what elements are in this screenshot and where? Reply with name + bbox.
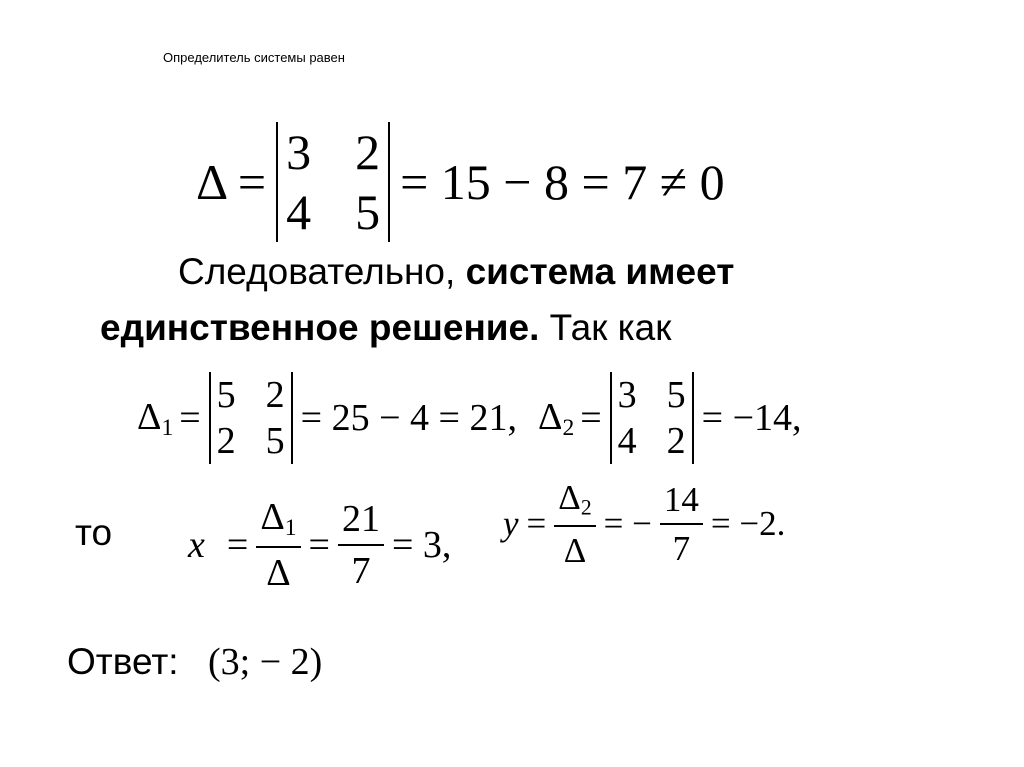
fraction-bar bbox=[338, 544, 384, 546]
equals-sign: = bbox=[179, 397, 201, 439]
fraction-numerator: $\Delta_1$ bbox=[260, 496, 297, 541]
equals-sign: = bbox=[526, 504, 547, 544]
y-result: = −2. bbox=[710, 504, 786, 544]
fraction-numerator: $\Delta_2$ bbox=[558, 478, 592, 520]
matrix-cell: 4 bbox=[617, 420, 637, 462]
matrix-cell: 2 bbox=[265, 374, 285, 416]
x-result: = 3, bbox=[391, 524, 452, 567]
fraction-bar bbox=[660, 523, 703, 525]
slide-heading: Определитель системы равен bbox=[163, 50, 345, 65]
delta2-equation bbox=[538, 366, 802, 470]
equals-minus-sign: = − bbox=[603, 504, 652, 544]
x-equation bbox=[188, 496, 452, 595]
delta1-result: = 25 − 4 = 21, bbox=[300, 397, 517, 439]
y-equation bbox=[503, 478, 786, 571]
equals-sign: = bbox=[580, 397, 602, 439]
x-fraction-delta bbox=[256, 496, 300, 595]
delta1-matrix bbox=[209, 372, 293, 464]
word-then: то bbox=[75, 512, 113, 553]
delta1-equation bbox=[137, 366, 517, 470]
fraction-denominator: 7 bbox=[351, 550, 371, 593]
conclusion-bold-text: система имеет bbox=[465, 251, 735, 292]
fraction-numerator: 21 bbox=[341, 498, 380, 541]
conclusion-text: Следовательно, bbox=[178, 251, 466, 292]
delta2-result: = −14, bbox=[701, 397, 802, 439]
y-fraction-delta bbox=[554, 478, 595, 571]
delta1-symbol: $\Delta_1$ bbox=[137, 395, 174, 441]
x-variable: x bbox=[188, 524, 205, 567]
determinant-result: = 15 − 8 = 7 ≠ 0 bbox=[400, 154, 725, 210]
conclusion-line-1 bbox=[178, 251, 734, 293]
matrix-cell: 5 bbox=[216, 374, 236, 416]
conclusion-line-2 bbox=[100, 307, 671, 349]
delta2-symbol: $\Delta_2$ bbox=[538, 395, 575, 441]
matrix-cell: 2 bbox=[666, 420, 686, 462]
conclusion-text: Так как bbox=[539, 307, 672, 348]
delta-lhs: Δ = bbox=[196, 154, 267, 210]
determinant-matrix bbox=[276, 122, 390, 242]
fraction-bar bbox=[256, 546, 300, 548]
x-fraction-numeric bbox=[338, 498, 384, 593]
y-variable: y bbox=[503, 504, 519, 544]
matrix-cell: 5 bbox=[355, 184, 381, 240]
matrix-cell: 4 bbox=[286, 184, 312, 240]
equals-sign: = bbox=[226, 524, 249, 567]
conclusion-bold-text: единственное решение. bbox=[100, 307, 540, 348]
fraction-bar bbox=[554, 525, 595, 527]
equals-sign: = bbox=[308, 524, 330, 567]
delta2-matrix bbox=[610, 372, 694, 464]
main-determinant-equation bbox=[196, 114, 725, 250]
matrix-cell: 3 bbox=[617, 374, 637, 416]
matrix-cell: 2 bbox=[355, 124, 381, 180]
fraction-numerator: 14 bbox=[663, 480, 699, 520]
fraction-denominator: Δ bbox=[563, 531, 587, 571]
matrix-cell: 2 bbox=[216, 420, 236, 462]
answer-label: Ответ: bbox=[67, 641, 179, 682]
fraction-denominator: 7 bbox=[672, 529, 691, 569]
matrix-cell: 3 bbox=[286, 124, 312, 180]
fraction-denominator: Δ bbox=[266, 552, 291, 595]
matrix-cell: 5 bbox=[265, 420, 285, 462]
answer-value: (3; − 2) bbox=[208, 641, 323, 683]
y-fraction-numeric bbox=[660, 480, 703, 569]
matrix-cell: 5 bbox=[666, 374, 686, 416]
